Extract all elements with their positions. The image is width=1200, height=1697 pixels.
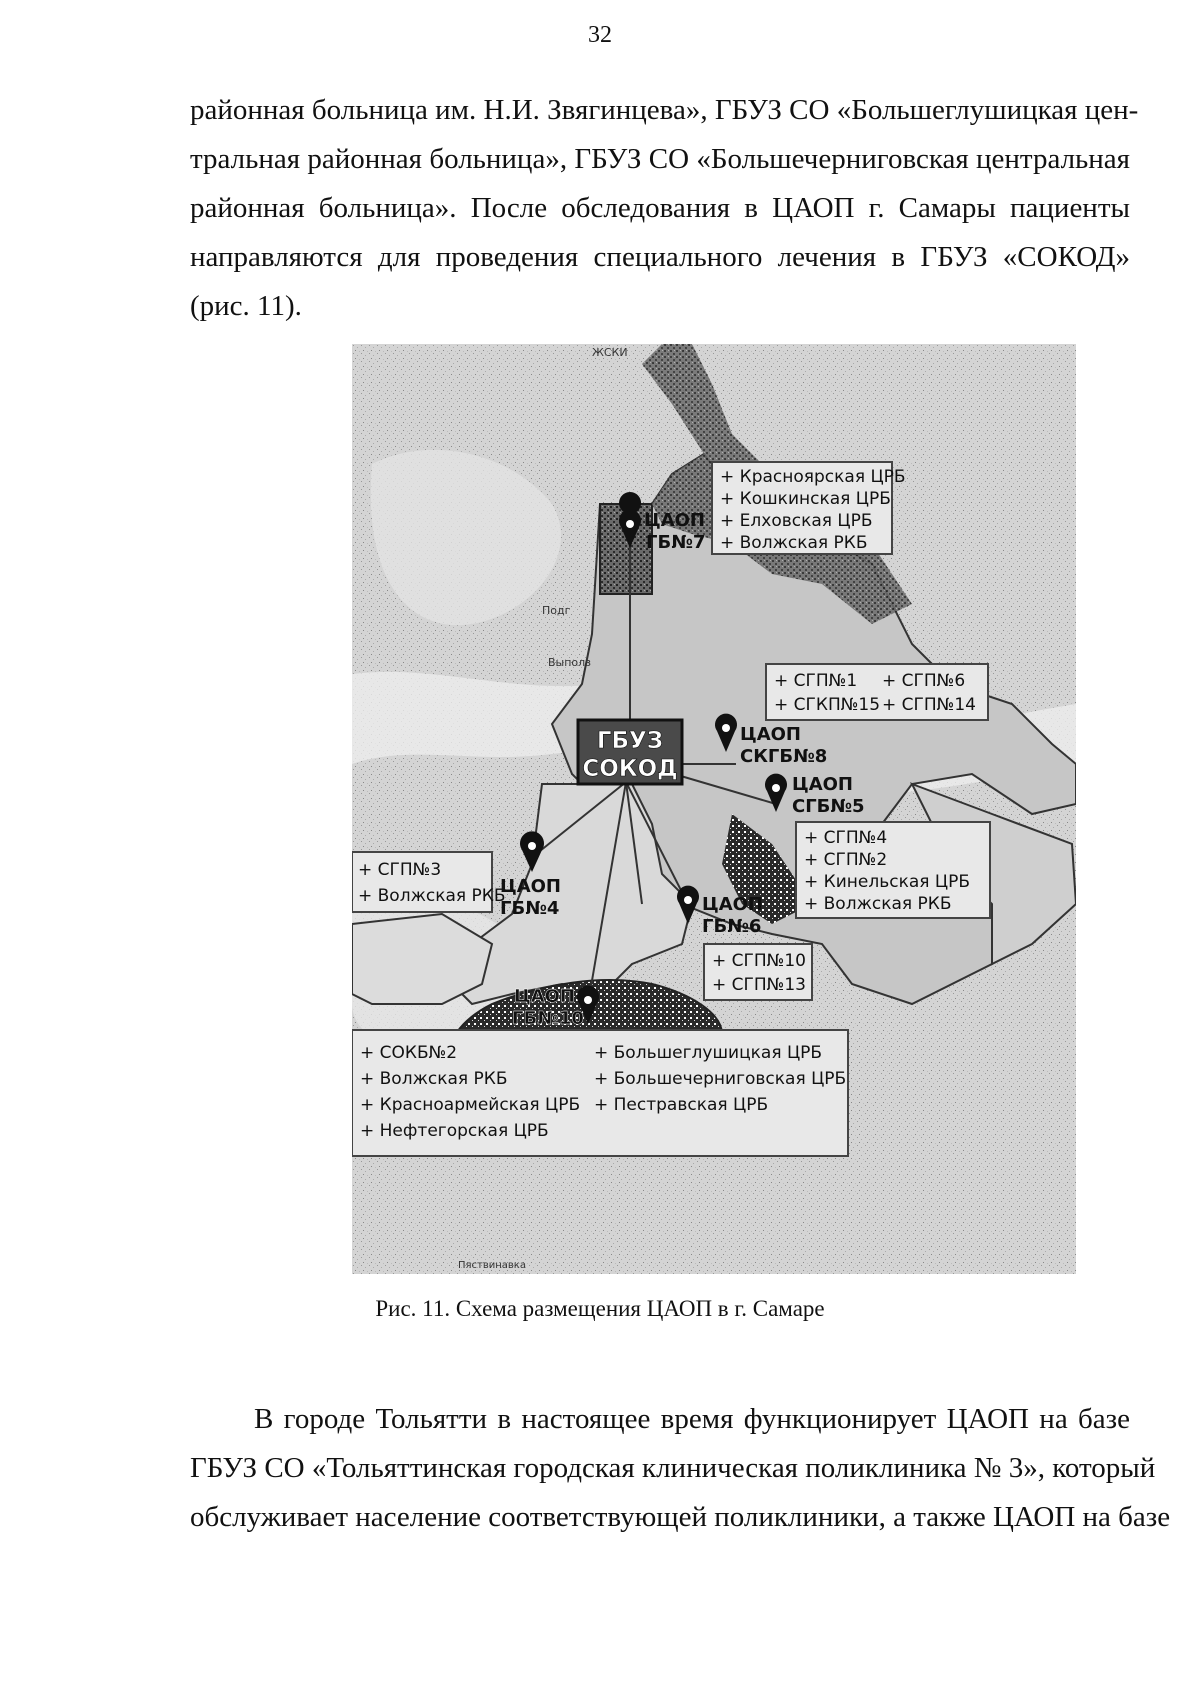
box-gb10-item: + Пестравская ЦРБ (594, 1095, 769, 1115)
paragraph-line: тральная районная больница», ГБУЗ СО «Большечерниговская центральная (190, 143, 1130, 175)
box-gb7-item: + Кошкинская ЦРБ (720, 489, 891, 509)
center-gb4-line2: ГБ№4 (500, 898, 560, 919)
center-gb10-line2: ГБ№10 (512, 1008, 584, 1029)
box-gb6-item: + СГП№10 (712, 951, 806, 971)
box-gb10-item: + Волжская РКБ (360, 1069, 508, 1089)
box-gb4 (352, 852, 506, 912)
paragraph-line: районная больница». После обследования в ЦАОП г. Самары пациенты (190, 192, 1130, 224)
paragraph-line: В городе Тольятти в настоящее время функционирует ЦАОП на базе (254, 1403, 1130, 1435)
box-gb7-item: + Красноярская ЦРБ (720, 467, 906, 487)
map-place-label: Выполз (548, 656, 592, 669)
box-sgb5-item: + Волжская РКБ (804, 894, 952, 914)
paragraph-line: обслуживает население соответствующей поликлиники, а также ЦАОП на базе (190, 1501, 1171, 1533)
box-gb10-item: + Красноармейская ЦРБ (360, 1095, 581, 1115)
box-gb10-item: + Большеглушицкая ЦРБ (594, 1043, 823, 1063)
paragraph-intro (190, 86, 1139, 331)
box-gb10 (352, 1030, 848, 1156)
box-skgb8-item: + СГП№6 (882, 671, 966, 691)
figure-caption: Рис. 11. Схема размещения ЦАОП в г. Самаре (375, 1296, 825, 1321)
center-skgb8-line2: СКГБ№8 (740, 746, 828, 767)
box-skgb8-item: + СГП№14 (882, 695, 976, 715)
box-gb10-item: + Нефтегорская ЦРБ (360, 1121, 549, 1141)
page-number: 32 (588, 22, 612, 48)
paragraph-line: районная больница им. Н.И. Звягинцева», ГБУЗ СО «Большеглушицкая цен- (190, 94, 1139, 126)
map-place-label: Подг (542, 604, 571, 617)
center-gb7-line1: ЦАОП (644, 510, 705, 531)
box-gb6 (704, 944, 812, 1000)
box-sgb5-item: + СГП№2 (804, 850, 888, 870)
paragraph-line: ГБУЗ СО «Тольяттинская городская клиническая поликлиника № 3», который (190, 1452, 1156, 1484)
box-gb10-item: + СОКБ№2 (360, 1043, 458, 1063)
paragraph-line: (рис. 11). (190, 290, 302, 322)
box-sgb5-item: + Кинельская ЦРБ (804, 872, 970, 892)
map-place-label: ЖСКИ (592, 346, 628, 359)
box-gb7-item: + Елховская ЦРБ (720, 511, 873, 531)
center-sokod-line2: СОКОД (582, 756, 678, 782)
box-gb4-item: + СГП№3 (358, 860, 442, 880)
paragraph-togliatti (190, 1395, 1171, 1542)
box-gb4-item: + Волжская РКБ (358, 886, 506, 906)
center-gb6-line2: ГБ№6 (702, 916, 762, 937)
center-gb7-line2: ГБ№7 (646, 532, 706, 553)
center-sgb5-line1: ЦАОП (792, 774, 853, 795)
figure-map (352, 344, 1076, 1274)
center-sgb5-line2: СГБ№5 (792, 796, 865, 817)
map-svg (352, 344, 1076, 1274)
box-gb7 (712, 462, 906, 554)
box-gb7-item: + Волжская РКБ (720, 533, 868, 553)
center-gb4-line1: ЦАОП (500, 876, 561, 897)
center-gb6-line1: ЦАОП (702, 894, 763, 915)
map-place-label: Пяствинавка (458, 1260, 526, 1271)
box-sgb5 (796, 822, 990, 918)
box-gb6-item: + СГП№13 (712, 975, 806, 995)
center-sokod (578, 720, 682, 784)
center-skgb8-line1: ЦАОП (740, 724, 801, 745)
box-sgb5-item: + СГП№4 (804, 828, 888, 848)
box-skgb8-item: + СГП№1 (774, 671, 858, 691)
center-sokod-line1: ГБУЗ (596, 728, 664, 754)
center-gb10-line1: ЦАОП (514, 986, 575, 1007)
box-skgb8-item: + СГКП№15 (774, 695, 881, 715)
paragraph-line: направляются для проведения специального лечения в ГБУЗ «СОКОД» (190, 241, 1130, 273)
box-skgb8 (766, 664, 988, 720)
box-gb10-item: + Большечерниговская ЦРБ (594, 1069, 847, 1089)
